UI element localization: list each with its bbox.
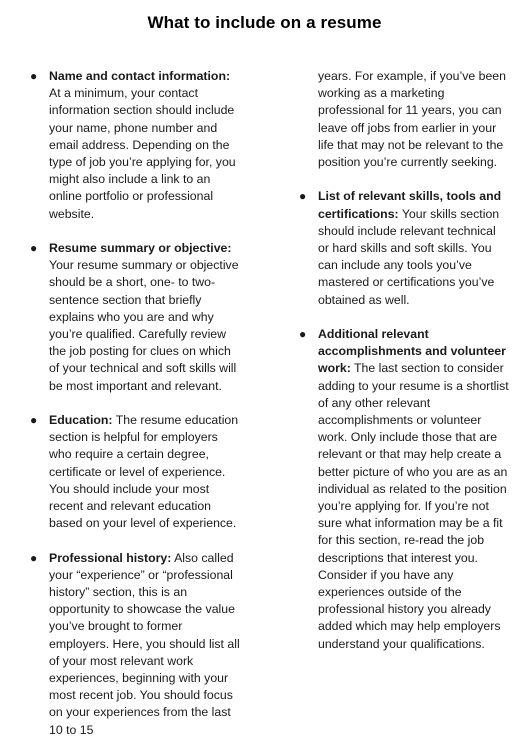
item-label: Name and contact information:	[49, 69, 231, 83]
item-label: Professional history:	[49, 550, 172, 565]
list-item-additional-accomplishments	[299, 326, 510, 653]
list-item-professional-history	[30, 550, 243, 739]
item-label: Resume summary or objective:	[49, 241, 232, 256]
bullet-icon: ●	[30, 413, 38, 428]
right-column	[299, 68, 510, 653]
bullet-icon: ●	[299, 189, 307, 204]
list-item-skills	[299, 188, 510, 308]
item-body: Your resume summary or objective should be a short, one- to two-sentence section that briefly explains who you are and why you’re qualified. Carefully review the job posting for clues on which of your technical and soft skills will be most important and relevant.	[49, 258, 239, 393]
bullet-icon: ●	[30, 550, 38, 565]
left-column	[30, 68, 243, 739]
item-label: Education:	[49, 413, 113, 428]
page-title: What to include on a resume	[147, 13, 382, 32]
item-body: At a minimum, your contact information section should include your name, phone number and email address. Depending on the type of job you’re applying for, you might also include a link to an online portfolio or professional website.	[49, 86, 236, 221]
bullet-icon: ●	[30, 69, 38, 83]
item-body: The resume education section is helpful for employers who require a certain degree, certificate or level of experience. You should include your most recent and relevant education based on your level of experience.	[49, 413, 239, 531]
item-body: Also called your “experience” or “professional history” section, this is an opportunity to showcase the value you’ve brought to former employers. Here, you should list all of your most relevant work experiences, beginning with your most recent job. You should focus on your experiences from the last 10 to 15	[49, 550, 240, 737]
item-label: List of relevant skills, tools and certifications:	[318, 189, 502, 221]
list-item-professional-history-continued	[318, 68, 510, 171]
list-item-contact-information	[30, 68, 243, 223]
bullet-icon: ●	[30, 241, 38, 256]
item-body: The last section to consider adding to your resume is a shortlist of any other relevant accomplishments or volunteer work. Only include those that are relevant or that may help create a better picture of who you are as an individual as related to the position you’re applying for. If you’re not sure what information may be a fit for this section, re-read the job descriptions that interest you. Consider if you have any experiences outside of the professional history you already added which may help employers understand your qualifications.	[318, 361, 509, 651]
list-item-resume-summary	[30, 240, 243, 395]
item-body: Your skills section should include relevant technical or hard skills and soft skills. You can include any tools you’ve mastered or certifications you’ve obtained as well.	[318, 206, 500, 307]
item-body-continuation: years. For example, if you’ve been working as a marketing professional for 11 years, you can leave off jobs from earlier in your life that may not be relevant to the position you’re currently seeking.	[318, 69, 506, 170]
list-item-education	[30, 412, 243, 532]
item-label: Additional relevant accomplishments and volunteer work:	[318, 327, 506, 376]
bullet-icon: ●	[299, 327, 307, 342]
